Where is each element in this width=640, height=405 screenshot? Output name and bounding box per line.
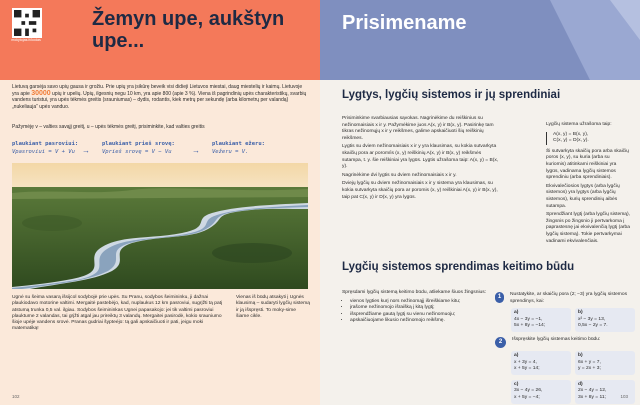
list-item: • vienos lygties kurį nors nežinomąjį išreiškiame kitu;	[350, 299, 492, 306]
arrow-right-icon: →	[192, 146, 200, 155]
page-number-left: 102	[12, 394, 20, 399]
system-lead: Lygčių sistema užrašoma taip:	[546, 122, 612, 127]
page-title: Žemyn upe, aukštyn upe...	[92, 8, 285, 52]
task-1	[495, 292, 635, 305]
paragraph: Ekvivalečiosios lygtys (arba lygčių sistemos) yra lygtys (arba lygčių sistemos), kurių sprendinių aibės sutampa.	[546, 183, 620, 209]
river-photo	[12, 163, 308, 289]
formula-lake: plaukiant ežeru: Vežeru = V.	[212, 141, 265, 155]
formula-upstream: plaukiant prieš srovę: Vprieš srovę = V − Vu	[102, 141, 175, 155]
section-header-title: Prisimename	[342, 12, 467, 34]
definitions-column	[342, 116, 500, 201]
system-item: a) 4x − 3y = −1, 5x + 8y = −14;	[511, 308, 571, 332]
method-lead: Spręsdami lygčių sistemą keitimo būdu, atliekame šiuos žingsnius:	[342, 290, 487, 295]
left-header	[0, 0, 320, 80]
method-box	[342, 290, 492, 325]
qr-code-icon[interactable]	[12, 8, 42, 38]
paragraph: Prisiminkime svarbiausias sąvokas. Nagrinėkime du reiškinius su nežinomaisiais x ir y. Pažymėkime juos A(x, y) ir B(x, y). Pasirinkę tam tikras nežinomųjų x ir y reikšmes, galime apskaičiuoti šių reiškinių reikšmes.	[342, 116, 494, 141]
system-notation: A(x, y) = B(x, y), C(x, y) = D(x, y).	[546, 132, 630, 145]
section1-title: Lygtys, lygčių sistemos ir jų sprendiniai	[342, 89, 561, 101]
paragraph: Sprendžiant lygtį (arba lygčių sistemą), žingsnis po žingsnio ji pertvarkoma į paprastesnę jai ekvivalenčią lygtį (arba lygčių sistemą). Tokie pertvarkymai vadinami ekvivalenčiais.	[546, 212, 631, 244]
task-number-badge: 1	[495, 292, 504, 303]
system-item: b) 6x + y = 7, y = 2x + 3;	[575, 351, 635, 375]
right-page	[320, 0, 640, 405]
right-header	[320, 0, 640, 80]
task-2-systems-row1	[511, 351, 635, 375]
system-column	[546, 122, 630, 245]
formula-downstream: plaukiant pasroviui: Vpasroviui = V + Vu	[12, 141, 79, 155]
list-item: • įrašome nežinomojo išraišką į kitą lygtį;	[350, 305, 492, 312]
task-text: Išspręskite lygčių sistemas keitimo būdu:	[512, 336, 601, 342]
exercises	[495, 292, 635, 405]
system-item: d) 2x − 4y = 12, 3x + 8y = 11;	[575, 380, 635, 404]
river-count: 30000	[31, 89, 51, 97]
method-steps	[342, 299, 492, 325]
list-item: • išsprendžiame gautą lygtį su vienu nežinomuoju;	[350, 312, 492, 319]
system-item: c) 3x − 4y = 26, x + 5y = −4;	[511, 380, 571, 404]
arrow-right-icon: →	[82, 146, 90, 155]
qr-caption: mokytojas.lt/kodas	[11, 38, 41, 42]
system-item: b) x² − 3y = 13, 0,5x − 2y = 7.	[575, 308, 635, 332]
page-number-right: 103	[620, 394, 628, 399]
paragraph: Ši sutvarkyta skaičių pora arba skaičių poros (x, y), su kuria (arba su kuriomis) atitinkami reiškiniai yra lygūs, vadinama lygčių sistemos sprendiniu (arba sprendiniais).	[546, 148, 629, 181]
paragraph: Dviejų lygčių su dviem nežinomaisiais x ir y sistema yra klausimas, su kokia sutvarkyta skaičių pora ar poromis (x, y) reiškiniai A(x, y) ir B(x, y), taip pat C(x, y) ir D(x, y) yra lygūs.	[342, 181, 498, 200]
side-note: Vienas iš būdų atsakyti į Ugnės klausimą – sudaryti lygčių sistemą ir ją išspręsti. To moky-sime šiame cikle.	[236, 295, 310, 319]
formula-row	[12, 140, 308, 164]
speed-note: Pažymėję v – valties savąjį greitį, u – upės tėkmės greitį, prisiminkite, kad valties greitis	[12, 124, 205, 130]
task-2	[495, 337, 635, 348]
section2-title: Lygčių sistemos sprendimas keitimo būdu	[342, 261, 575, 273]
intro-text: Lietuvą garsėja savo upių gausa ir grožiu. Prie upių yra įsikūrę beveik visi didieji Lietuvos miestai, daug miestelių ir kaimų. Lietuvoje yra apie 30000 upių ir upelių. Upių, ilgesnių negu 10 km, yra apie 800 (apie 3 %). Viena iš pagrindinių upės charakteristikų, svarbių vandens turistui, yra upės tėkmės greitis (srauniumas) – dydis, rodantis, kiek metrų per sekundę (arba kilometrų per valandą) „nukeliauja“ upės vanduo.	[12, 84, 307, 110]
list-item: • apskaičiuojame likusio nežinomojo reikšmę.	[350, 318, 492, 325]
task-number-badge: 2	[495, 337, 506, 348]
paragraph: Lygtis su dviem nežinomaisiais x ir y yra klausimas, su kokia sutvarkyta skaičių pora ar porom/is (x, y) reiškinių A(x, y) ir B(x, y) reikšmės sutampa, t. y. šie reiškiniai yra lygūs. Lygtis užrašoma taip: A(x, y) = B(x, y).	[342, 144, 499, 170]
story-text: Ugnė su šeima vasarą išsijcol sodybojė prie upės. Su Pranu, sodybos šeimininku, ji dažnai plaukiodavo motorine valtimi. Mergaitė pastebėjo, kad, nuplaukus 12 km pasroviui, sugrįžti tą patį atstumą trunka 0,5 val. ilgiau. Sodybos šeimininkas Ugnei papasakojo: jei tik valtimi pasroviui plauktume 2 valandas, tai grįžti atgal jau prireiktų 3 valandų. Mergaitei pasirodė, kokio srauniumo šioje upėje vandens srovė. Pranas gudriai šypteėjo: tą gali apskaičiuoti ir pati, jeigu moki matematiką!	[12, 295, 223, 332]
task-2-systems-row2	[511, 380, 635, 404]
task-text: Nustatykite, ar skaičių pora (2; −3) yra lygčių sistemos sprendinys, kai:	[510, 292, 628, 304]
system-item: a) x + 3y = 4, x + 5y = 14;	[511, 351, 571, 375]
task-1-systems	[511, 308, 635, 332]
paragraph: Nagrinėkime dvi lygtis su dviem nežinomaisiais x ir y.	[342, 172, 457, 178]
